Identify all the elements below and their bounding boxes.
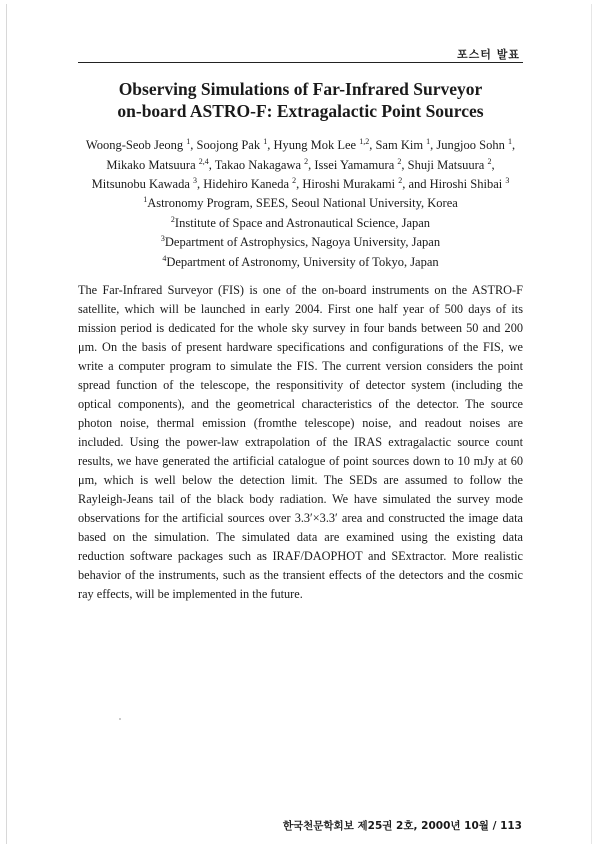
author-affiliation: 2	[487, 156, 492, 166]
affiliation-number: 2	[170, 214, 175, 224]
affiliation-2	[78, 214, 523, 234]
author-list	[78, 136, 523, 195]
title-line-1: Observing Simulations of Far-Infrared Surveyor	[118, 79, 483, 99]
affiliation-text: Department of Astrophysics, Nagoya University, Japan	[164, 235, 441, 249]
author-affiliation: 2	[398, 175, 403, 185]
header-rule	[78, 62, 523, 63]
author-affiliation: 2	[304, 156, 309, 166]
author-affiliation: 2	[397, 156, 402, 166]
author-name: Hiroshi Murakami	[302, 177, 396, 191]
affiliation-text: Astronomy Program, SEES, Seoul National University, Korea	[147, 196, 458, 210]
author-affiliation: 1,2	[359, 136, 370, 146]
author-affiliation: 3	[505, 175, 510, 185]
affiliation-text: Institute of Space and Astronautical Science, Japan	[174, 215, 431, 230]
author-name: Mikako Matsuura	[106, 157, 196, 172]
affiliation-1	[78, 194, 523, 214]
section-label: 포스터 발표	[457, 48, 520, 61]
author-name: Hiroshi Shibai	[429, 177, 503, 191]
author-name: Takao Nakagawa	[214, 157, 302, 172]
affiliation-text: Department of Astronomy, University of Tokyo, Japan	[166, 254, 439, 269]
affiliation-4	[78, 253, 523, 273]
author-name: Issei Yamamura	[314, 157, 395, 172]
abstract-text: The Far-Infrared Surveyor (FIS) is one of the on-board instruments on the ASTRO-F satellite, which will be launched in early 2004. First one half year of 500 days of its mission period is dedicated for the whole sky survey in four bands between 50 and 200 μm. On the basis of present hardware specifications and configurations of the FIS, we write a computer program to simulate the FIS. The current version considers the point spread function of the telescope, the responsitivity of detector system (including the optical components), and the geometrical characteristics of the detector. The source photon noise, thermal emission (fromthe telescope) noise, and readout noises are included. Using the power-law extrapolation of the IRAS extragalactic source count results, we have generated the artificial catalogue of point sources down to 10 mJy at 60 μm, which is well below the detection limit. The SEDs are assumed to follow the Rayleigh-Jeans tail of the black body radiation. We have simulated the survey mode observations for the artificial sources over 3.3′×3.3′ area and constructed the image data based on the simulation. The simulated data are examined using the existing data reduction software packages such as IRAF/DAOPHOT and SExtractor. More realistic behavior of the instruments, such as the transient effects of the detectors and the cosmic ray effects, will be implemented in the future.	[78, 283, 523, 601]
author-affiliation: 1	[426, 136, 431, 146]
affiliation-list	[78, 194, 523, 272]
author-line-2: Mikako Matsuura $^{2,4}$, Takao Nakagawa $^2$, Issei Yamamura $^2$, Shuji Matsuura $^2$,	[106, 156, 495, 172]
author-affiliation: 1	[507, 136, 512, 146]
affiliation-number: 1	[143, 194, 148, 204]
affiliation-number: 3	[160, 233, 165, 243]
author-name: Mitsunobu Kawada	[91, 177, 190, 191]
affiliation-number: 4	[162, 253, 167, 263]
author-name: Soojong Pak	[196, 138, 261, 152]
author-name: Hidehiro Kaneda	[203, 177, 289, 191]
author-name: Jungjoo Sohn	[436, 138, 505, 152]
author-line-3: Mitsunobu Kawada $^3$, Hidehiro Kaneda $^2$, Hiroshi Murakami $^2$, and Hiroshi Shibai $^3$	[91, 175, 510, 191]
affiliation-3	[78, 233, 523, 253]
author-line-1: Woong-Seob Jeong $^1$, Soojong Pak $^1$, Hyung Mok Lee $^{1,2}$, Sam Kim $^1$, Jungjoo Sohn $^1$,	[85, 136, 516, 152]
author-affiliation: 2,4	[198, 156, 209, 166]
author-affiliation: 1	[263, 136, 268, 146]
author-name: Shuji Matsuura	[407, 157, 485, 172]
paper-title	[78, 78, 523, 122]
scan-speck	[119, 718, 121, 720]
author-affiliation: 3	[193, 175, 198, 185]
footer-citation: 한국천문학회보 제25권 2호, 2000년 10월 / 113	[282, 820, 522, 832]
title-line-2: on-board ASTRO-F: Extragalactic Point Sources	[117, 101, 484, 121]
author-name: Sam Kim	[375, 138, 424, 152]
author-name: Woong-Seob Jeong	[85, 138, 184, 152]
author-affiliation: 2	[292, 175, 297, 185]
author-name: Hyung Mok Lee	[273, 138, 357, 152]
author-affiliation: 1	[186, 136, 191, 146]
